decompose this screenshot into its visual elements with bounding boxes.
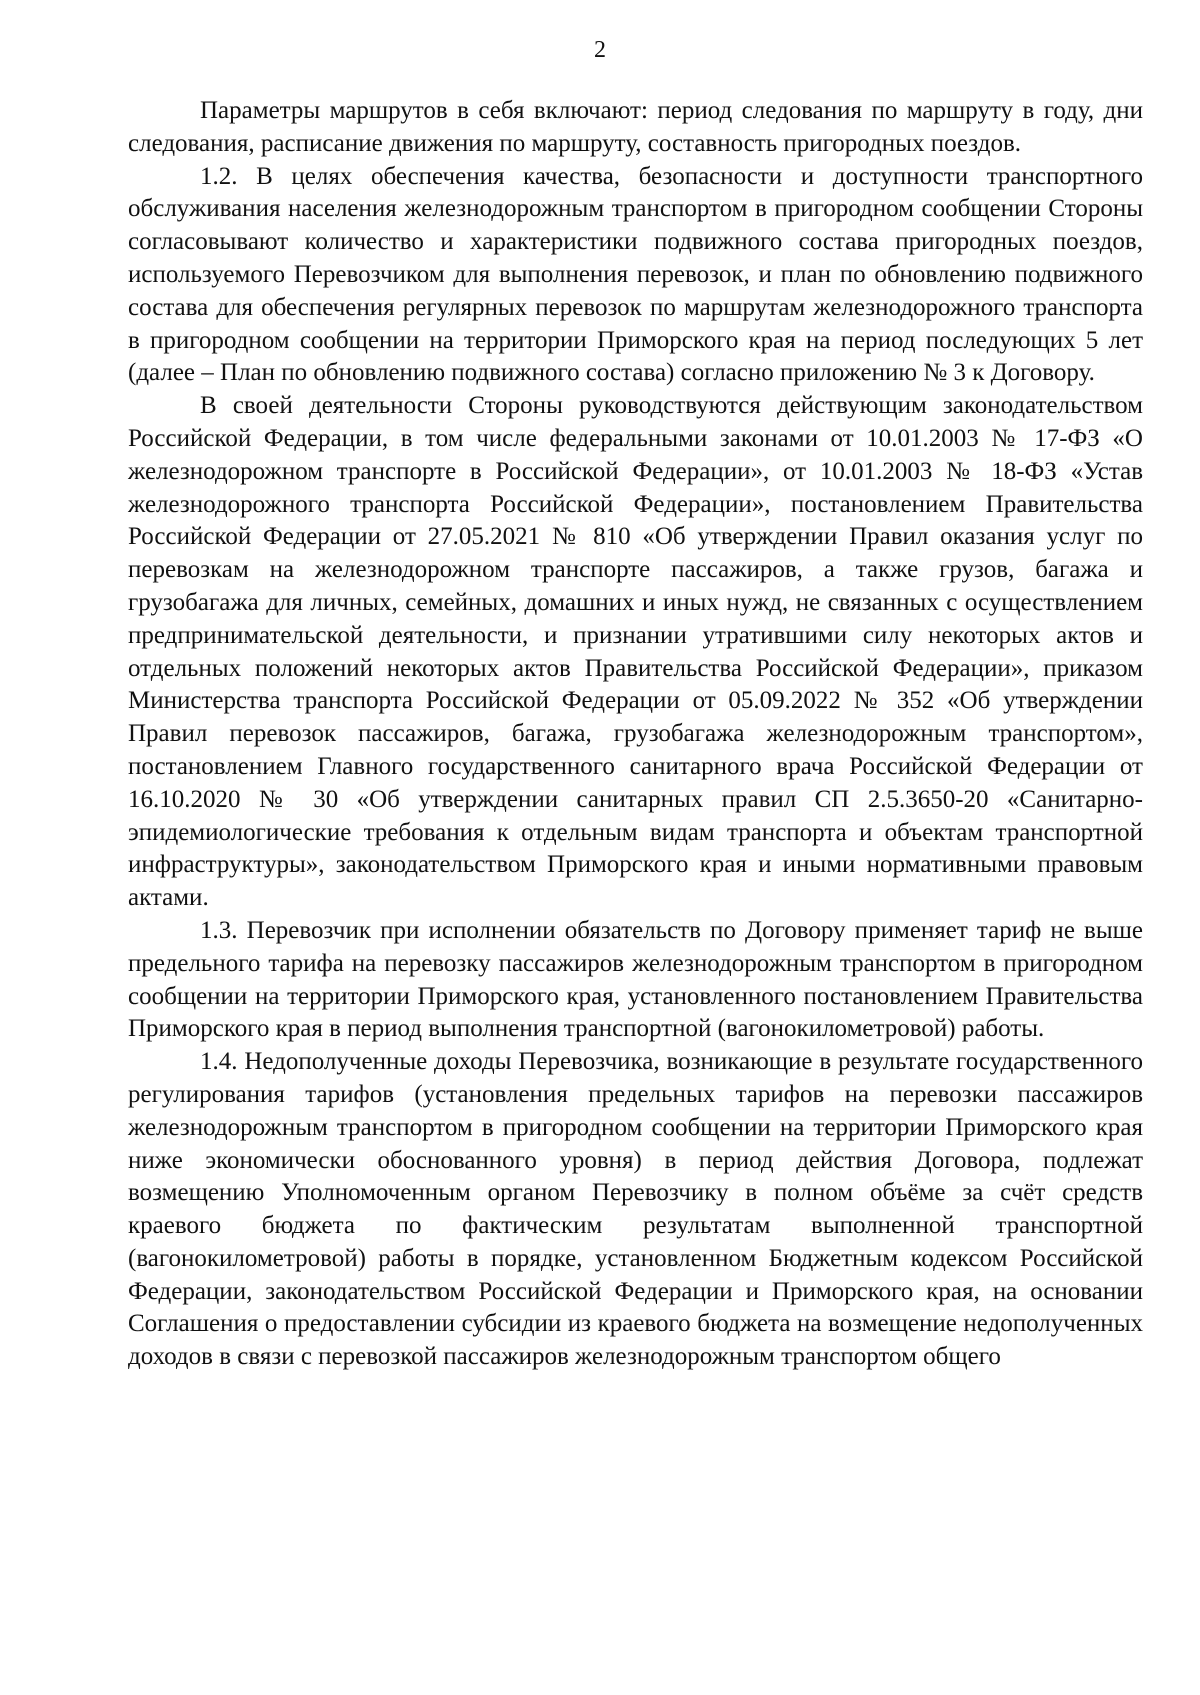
page-number: 2: [594, 37, 606, 63]
document-body: [128, 95, 1143, 1374]
paragraph-1-4: 1.4. Недополученные доходы Перевозчика, возникающие в результате государственного регулирования тарифов (установления предельных тарифов на перевозки пассажиров железнодорожным транспортом в пригородном сообщении на территории Приморского края ниже экономически обоснованного уровня) в период действия Договора, подлежат возмещению Уполномоченным органом Перевозчику в полном объёме за счёт средств краевого бюджета по фактическим результатам выполненной транспортной (вагонокилометровой) работы в порядке, установленном Бюджетным кодексом Российской Федерации, законодательством Российской Федерации и Приморского края, на основании Соглашения о предоставлении субсидии из краевого бюджета на возмещение недополученных доходов в связи с перевозкой пассажиров железнодорожным транспортом общего: [128, 1048, 1143, 1371]
paragraph-1-3: 1.3. Перевозчик при исполнении обязательств по Договору применяет тариф не выше предельного тарифа на перевозку пассажиров железнодорожным транспортом в пригородном сообщении на территории Приморского края, установленного постановлением Правительства Приморского края в период выполнения транспортной (вагонокилометровой) работы.: [128, 916, 1143, 1043]
paragraph-route-parameters: Параметры маршрутов в себя включают: период следования по маршруту в году, дни следования, расписание движения по маршруту, составность пригородных поездов.: [128, 97, 1143, 157]
paragraph-legislation: В своей деятельности Стороны руководствуются действующим законодательством Российской Федерации, в том числе федеральными законами от 10.01.2003 № 17-ФЗ «О железнодорожном транспорте в Российской Федерации», от 10.01.2003 № 18-ФЗ «Устав железнодорожного транспорта Российской Федерации», постановлением Правительства Российской Федерации от 27.05.2021 № 810 «Об утверждении Правил оказания услуг по перевозкам на железнодорожном транспорте пассажиров, а также грузов, багажа и грузобагажа для личных, семейных, домашних и иных нужд, не связанных с осуществлением предпринимательской деятельности, и признании утратившими силу некоторых актов и отдельных положений некоторых актов Правительства Российской Федерации», приказом Министерства транспорта Российской Федерации от 05.09.2022 № 352 «Об утверждении Правил перевозок пассажиров, багажа, грузобагажа железнодорожным транспортом», постановлением Главного государственного санитарного врача Российской Федерации от 16.10.2020 № 30 «Об утверждении санитарных правил СП 2.5.3650-20 «Санитарно-эпидемиологические требования к отдельным видам транспорта и объектам транспортной инфраструктуры», законодательством Приморского края и иными нормативными правовым актами.: [128, 392, 1143, 912]
paragraph-1-2: 1.2. В целях обеспечения качества, безопасности и доступности транспортного обслуживания населения железнодорожным транспортом в пригородном сообщении Стороны согласовывают количество и характеристики подвижного состава пригородных поездов, используемого Перевозчиком для выполнения перевозок, и план по обновлению подвижного состава для обеспечения регулярных перевозок по маршрутам железнодорожного транспорта в пригородном сообщении на территории Приморского края на период последующих 5 лет (далее – План по обновлению подвижного состава) согласно приложению № 3 к Договору.: [128, 162, 1143, 387]
